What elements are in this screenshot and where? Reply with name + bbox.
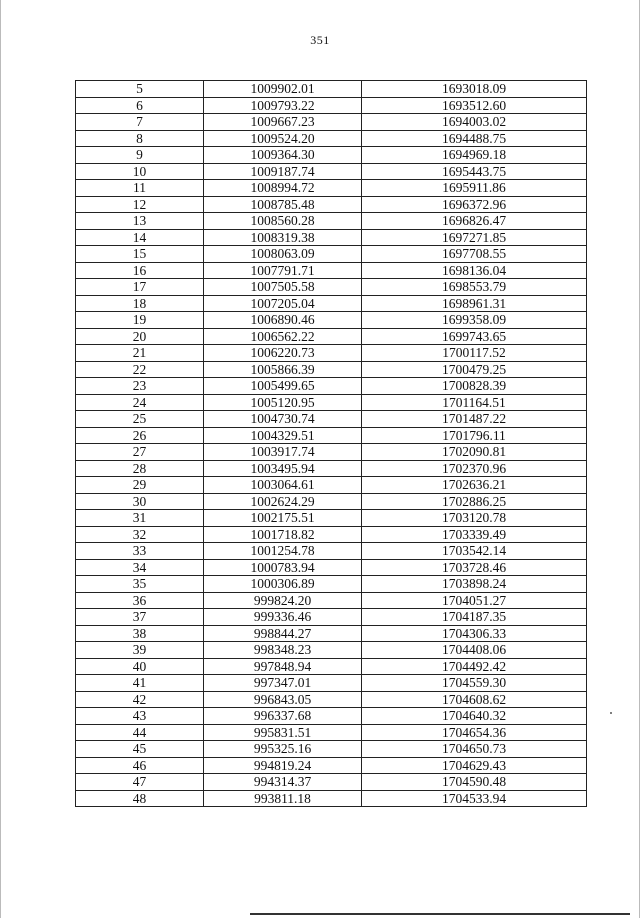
table-row bbox=[76, 444, 587, 461]
point-number-cell: 31 bbox=[76, 510, 204, 527]
table-row bbox=[76, 97, 587, 114]
table-row bbox=[76, 180, 587, 197]
point-number-cell: 7 bbox=[76, 114, 204, 131]
point-number-cell: 16 bbox=[76, 262, 204, 279]
y-coordinate-cell: 1703339.49 bbox=[362, 526, 587, 543]
point-number-cell: 26 bbox=[76, 427, 204, 444]
x-coordinate-cell: 996843.05 bbox=[204, 691, 362, 708]
y-coordinate-cell: 1703120.78 bbox=[362, 510, 587, 527]
x-coordinate-cell: 1009902.01 bbox=[204, 81, 362, 98]
point-number-cell: 21 bbox=[76, 345, 204, 362]
y-coordinate-cell: 1702090.81 bbox=[362, 444, 587, 461]
x-coordinate-cell: 1003064.61 bbox=[204, 477, 362, 494]
x-coordinate-cell: 1003917.74 bbox=[204, 444, 362, 461]
y-coordinate-cell: 1697708.55 bbox=[362, 246, 587, 263]
x-coordinate-cell: 1008560.28 bbox=[204, 213, 362, 230]
x-coordinate-cell: 1007205.04 bbox=[204, 295, 362, 312]
point-number-cell: 5 bbox=[76, 81, 204, 98]
table-row bbox=[76, 147, 587, 164]
x-coordinate-cell: 994819.24 bbox=[204, 757, 362, 774]
point-number-cell: 47 bbox=[76, 774, 204, 791]
y-coordinate-cell: 1703898.24 bbox=[362, 576, 587, 593]
table-row bbox=[76, 691, 587, 708]
x-coordinate-cell: 998348.23 bbox=[204, 642, 362, 659]
table-row bbox=[76, 675, 587, 692]
page-bottom-edge bbox=[250, 913, 630, 915]
y-coordinate-cell: 1704654.36 bbox=[362, 724, 587, 741]
x-coordinate-cell: 1008063.09 bbox=[204, 246, 362, 263]
y-coordinate-cell: 1701487.22 bbox=[362, 411, 587, 428]
x-coordinate-cell: 1007505.58 bbox=[204, 279, 362, 296]
y-coordinate-cell: 1699743.65 bbox=[362, 328, 587, 345]
y-coordinate-cell: 1702370.96 bbox=[362, 460, 587, 477]
y-coordinate-cell: 1698136.04 bbox=[362, 262, 587, 279]
table-row bbox=[76, 460, 587, 477]
table-row bbox=[76, 312, 587, 329]
x-coordinate-cell: 1000783.94 bbox=[204, 559, 362, 576]
point-number-cell: 42 bbox=[76, 691, 204, 708]
x-coordinate-cell: 1006890.46 bbox=[204, 312, 362, 329]
y-coordinate-cell: 1704533.94 bbox=[362, 790, 587, 807]
table-row bbox=[76, 163, 587, 180]
x-coordinate-cell: 1005499.65 bbox=[204, 378, 362, 395]
y-coordinate-cell: 1702886.25 bbox=[362, 493, 587, 510]
point-number-cell: 12 bbox=[76, 196, 204, 213]
point-number-cell: 45 bbox=[76, 741, 204, 758]
table-row bbox=[76, 345, 587, 362]
x-coordinate-cell: 1008785.48 bbox=[204, 196, 362, 213]
table-row bbox=[76, 114, 587, 131]
x-coordinate-cell: 1001254.78 bbox=[204, 543, 362, 560]
table-row bbox=[76, 592, 587, 609]
x-coordinate-cell: 994314.37 bbox=[204, 774, 362, 791]
y-coordinate-cell: 1704187.35 bbox=[362, 609, 587, 626]
table-row bbox=[76, 609, 587, 626]
x-coordinate-cell: 1002624.29 bbox=[204, 493, 362, 510]
y-coordinate-cell: 1694003.02 bbox=[362, 114, 587, 131]
point-number-cell: 6 bbox=[76, 97, 204, 114]
x-coordinate-cell: 993811.18 bbox=[204, 790, 362, 807]
table-row bbox=[76, 559, 587, 576]
table-row bbox=[76, 213, 587, 230]
point-number-cell: 18 bbox=[76, 295, 204, 312]
table-row bbox=[76, 378, 587, 395]
point-number-cell: 41 bbox=[76, 675, 204, 692]
x-coordinate-cell: 997848.94 bbox=[204, 658, 362, 675]
table-row bbox=[76, 411, 587, 428]
y-coordinate-cell: 1699358.09 bbox=[362, 312, 587, 329]
table-row bbox=[76, 361, 587, 378]
point-number-cell: 39 bbox=[76, 642, 204, 659]
y-coordinate-cell: 1702636.21 bbox=[362, 477, 587, 494]
table-row bbox=[76, 741, 587, 758]
table-row bbox=[76, 130, 587, 147]
y-coordinate-cell: 1700479.25 bbox=[362, 361, 587, 378]
point-number-cell: 36 bbox=[76, 592, 204, 609]
table-row bbox=[76, 81, 587, 98]
y-coordinate-cell: 1703728.46 bbox=[362, 559, 587, 576]
y-coordinate-cell: 1701796.11 bbox=[362, 427, 587, 444]
table-row bbox=[76, 790, 587, 807]
x-coordinate-cell: 1000306.89 bbox=[204, 576, 362, 593]
y-coordinate-cell: 1700117.52 bbox=[362, 345, 587, 362]
x-coordinate-cell: 1002175.51 bbox=[204, 510, 362, 527]
y-coordinate-cell: 1703542.14 bbox=[362, 543, 587, 560]
y-coordinate-cell: 1704629.43 bbox=[362, 757, 587, 774]
x-coordinate-cell: 998844.27 bbox=[204, 625, 362, 642]
x-coordinate-cell: 1005866.39 bbox=[204, 361, 362, 378]
table-row bbox=[76, 279, 587, 296]
x-coordinate-cell: 996337.68 bbox=[204, 708, 362, 725]
point-number-cell: 15 bbox=[76, 246, 204, 263]
point-number-cell: 40 bbox=[76, 658, 204, 675]
x-coordinate-cell: 1005120.95 bbox=[204, 394, 362, 411]
y-coordinate-cell: 1704408.06 bbox=[362, 642, 587, 659]
point-number-cell: 35 bbox=[76, 576, 204, 593]
table-row bbox=[76, 427, 587, 444]
point-number-cell: 46 bbox=[76, 757, 204, 774]
x-coordinate-cell: 995831.51 bbox=[204, 724, 362, 741]
x-coordinate-cell: 995325.16 bbox=[204, 741, 362, 758]
point-number-cell: 9 bbox=[76, 147, 204, 164]
point-number-cell: 28 bbox=[76, 460, 204, 477]
x-coordinate-cell: 1003495.94 bbox=[204, 460, 362, 477]
point-number-cell: 32 bbox=[76, 526, 204, 543]
y-coordinate-cell: 1704492.42 bbox=[362, 658, 587, 675]
x-coordinate-cell: 1004730.74 bbox=[204, 411, 362, 428]
table-row bbox=[76, 229, 587, 246]
point-number-cell: 38 bbox=[76, 625, 204, 642]
point-number-cell: 11 bbox=[76, 180, 204, 197]
y-coordinate-cell: 1695911.86 bbox=[362, 180, 587, 197]
x-coordinate-cell: 999824.20 bbox=[204, 592, 362, 609]
table-row bbox=[76, 196, 587, 213]
x-coordinate-cell: 1004329.51 bbox=[204, 427, 362, 444]
table-row bbox=[76, 576, 587, 593]
point-number-cell: 48 bbox=[76, 790, 204, 807]
point-number-cell: 8 bbox=[76, 130, 204, 147]
table-row bbox=[76, 543, 587, 560]
y-coordinate-cell: 1704051.27 bbox=[362, 592, 587, 609]
table-row bbox=[76, 295, 587, 312]
table-row bbox=[76, 774, 587, 791]
y-coordinate-cell: 1700828.39 bbox=[362, 378, 587, 395]
table-row bbox=[76, 328, 587, 345]
table-row bbox=[76, 642, 587, 659]
y-coordinate-cell: 1704306.33 bbox=[362, 625, 587, 642]
y-coordinate-cell: 1693018.09 bbox=[362, 81, 587, 98]
y-coordinate-cell: 1697271.85 bbox=[362, 229, 587, 246]
x-coordinate-cell: 997347.01 bbox=[204, 675, 362, 692]
table-row bbox=[76, 493, 587, 510]
y-coordinate-cell: 1696826.47 bbox=[362, 213, 587, 230]
point-number-cell: 24 bbox=[76, 394, 204, 411]
y-coordinate-cell: 1695443.75 bbox=[362, 163, 587, 180]
y-coordinate-cell: 1704559.30 bbox=[362, 675, 587, 692]
table-row bbox=[76, 246, 587, 263]
point-number-cell: 27 bbox=[76, 444, 204, 461]
y-coordinate-cell: 1698553.79 bbox=[362, 279, 587, 296]
table-row bbox=[76, 724, 587, 741]
x-coordinate-cell: 1009793.22 bbox=[204, 97, 362, 114]
point-number-cell: 44 bbox=[76, 724, 204, 741]
y-coordinate-cell: 1694969.18 bbox=[362, 147, 587, 164]
table-row bbox=[76, 477, 587, 494]
point-number-cell: 14 bbox=[76, 229, 204, 246]
point-number-cell: 20 bbox=[76, 328, 204, 345]
x-coordinate-cell: 1006220.73 bbox=[204, 345, 362, 362]
table-row bbox=[76, 510, 587, 527]
x-coordinate-cell: 1006562.22 bbox=[204, 328, 362, 345]
point-number-cell: 43 bbox=[76, 708, 204, 725]
table-row bbox=[76, 757, 587, 774]
x-coordinate-cell: 1009364.30 bbox=[204, 147, 362, 164]
x-coordinate-cell: 1008319.38 bbox=[204, 229, 362, 246]
table-row bbox=[76, 658, 587, 675]
y-coordinate-cell: 1698961.31 bbox=[362, 295, 587, 312]
point-number-cell: 29 bbox=[76, 477, 204, 494]
point-number-cell: 22 bbox=[76, 361, 204, 378]
y-coordinate-cell: 1704650.73 bbox=[362, 741, 587, 758]
point-number-cell: 13 bbox=[76, 213, 204, 230]
y-coordinate-cell: 1704590.48 bbox=[362, 774, 587, 791]
point-number-cell: 34 bbox=[76, 559, 204, 576]
table-row bbox=[76, 262, 587, 279]
page-left-edge bbox=[0, 0, 1, 918]
point-number-cell: 17 bbox=[76, 279, 204, 296]
point-number-cell: 23 bbox=[76, 378, 204, 395]
y-coordinate-cell: 1704608.62 bbox=[362, 691, 587, 708]
y-coordinate-cell: 1701164.51 bbox=[362, 394, 587, 411]
point-number-cell: 30 bbox=[76, 493, 204, 510]
y-coordinate-cell: 1696372.96 bbox=[362, 196, 587, 213]
point-number-cell: 37 bbox=[76, 609, 204, 626]
y-coordinate-cell: 1704640.32 bbox=[362, 708, 587, 725]
point-number-cell: 33 bbox=[76, 543, 204, 560]
coordinates-table bbox=[75, 80, 587, 807]
x-coordinate-cell: 1001718.82 bbox=[204, 526, 362, 543]
point-number-cell: 19 bbox=[76, 312, 204, 329]
table-row bbox=[76, 625, 587, 642]
coordinates-table-body bbox=[76, 81, 587, 807]
x-coordinate-cell: 1008994.72 bbox=[204, 180, 362, 197]
point-number-cell: 25 bbox=[76, 411, 204, 428]
x-coordinate-cell: 1009187.74 bbox=[204, 163, 362, 180]
x-coordinate-cell: 999336.46 bbox=[204, 609, 362, 626]
table-row bbox=[76, 708, 587, 725]
x-coordinate-cell: 1009667.23 bbox=[204, 114, 362, 131]
x-coordinate-cell: 1007791.71 bbox=[204, 262, 362, 279]
page-number: 351 bbox=[310, 33, 330, 47]
table-row bbox=[76, 394, 587, 411]
point-number-cell: 10 bbox=[76, 163, 204, 180]
x-coordinate-cell: 1009524.20 bbox=[204, 130, 362, 147]
table-row bbox=[76, 526, 587, 543]
y-coordinate-cell: 1693512.60 bbox=[362, 97, 587, 114]
y-coordinate-cell: 1694488.75 bbox=[362, 130, 587, 147]
scan-speck bbox=[610, 712, 612, 714]
